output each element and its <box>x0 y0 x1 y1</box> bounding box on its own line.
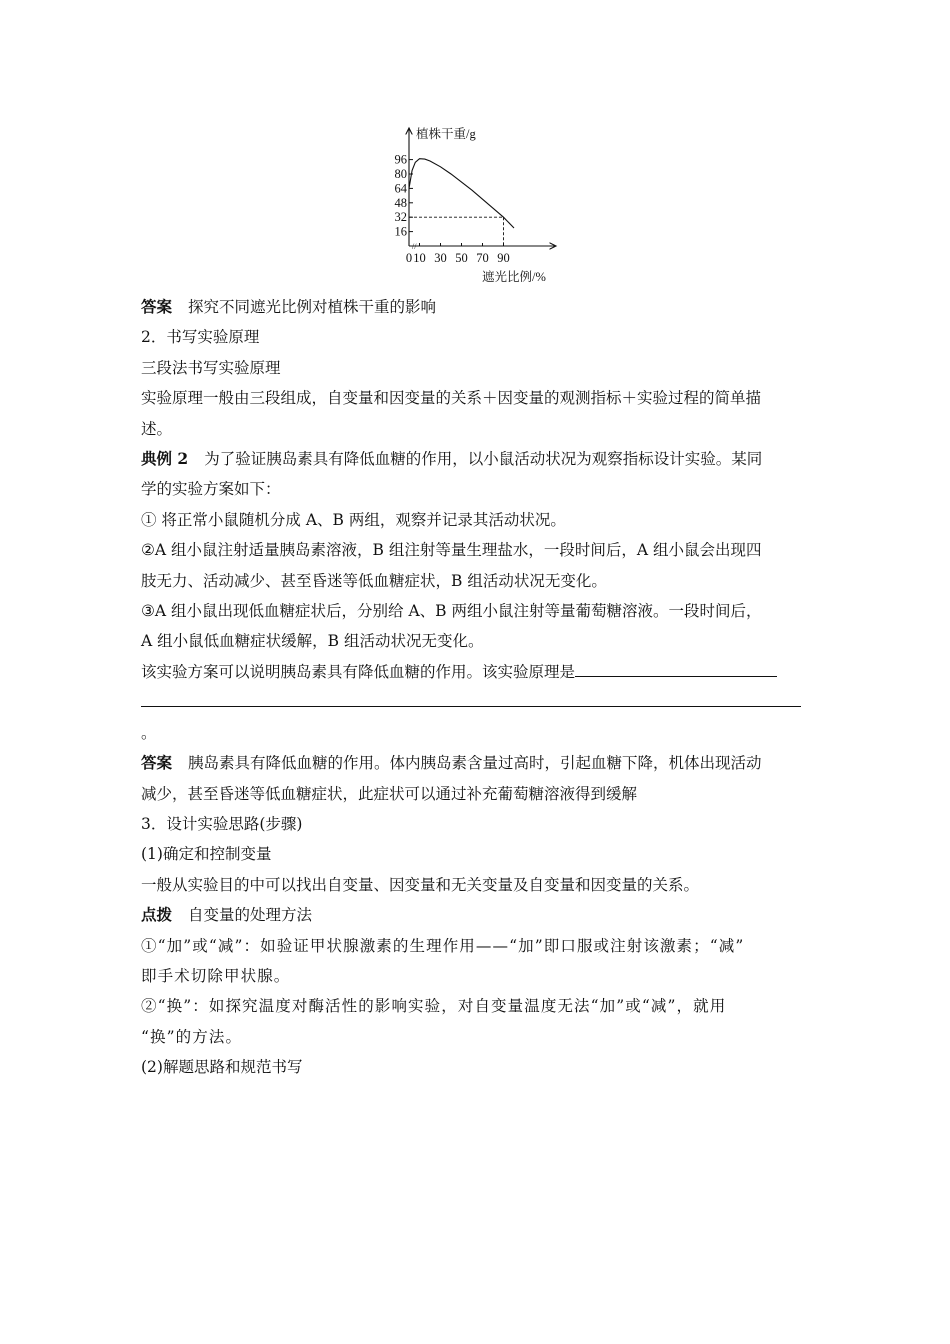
answer-2-line-2: 减少，甚至昏迷等低血糖症状，此症状可以通过补充葡萄糖溶液得到缓解 <box>141 784 638 803</box>
example-2-step-2-line-2: 肢无力、活动减少、甚至昏迷等低血糖症状，B 组活动状况无变化。 <box>141 571 607 590</box>
section-3-subheading-2: (2)解题思路和规范书写 <box>141 1058 303 1077</box>
example-2-line-2: 学的实验方案如下： <box>141 480 281 499</box>
example-2-question <box>141 657 823 687</box>
section-2-paragraph-line-2: 述。 <box>141 419 173 438</box>
y-tick-label: 96 <box>394 152 407 167</box>
answer-text: 胰岛素具有降低血糖的作用。体内胰岛素含量过高时，引起血糖下降，机体出现活动 <box>188 754 762 773</box>
example-label: 典例 2 <box>141 449 189 469</box>
y-tick-label: 80 <box>394 167 407 181</box>
y-tick-label: 64 <box>394 181 407 196</box>
shading-dry-weight-chart <box>378 118 588 290</box>
x-tick-label: 50 <box>455 251 468 265</box>
example-2-blank-line <box>141 687 823 717</box>
question-text: 该实验方案可以说明胰岛素具有降低血糖的作用。该实验原理是 <box>141 662 576 681</box>
section-3-heading: 3．设计实验思路(步骤) <box>141 814 303 833</box>
section-3-subheading-1: (1)确定和控制变量 <box>141 845 272 864</box>
axis-break-marker: // <box>412 242 417 251</box>
answer-2-line-1 <box>141 748 823 778</box>
x-tick-label: 30 <box>434 251 447 265</box>
tip-1-line-2: 即手术切除甲状腺。 <box>141 966 291 985</box>
example-2-step-2-line-1: ②A 组小鼠注射适量胰岛素溶液，B 组注射等量生理盐水，一段时间后，A 组小鼠会出现四 <box>141 541 762 560</box>
section-2-paragraph-line-1: 实验原理一般由三段组成，自变量和因变量的关系＋因变量的观测指标＋实验过程的简单描 <box>141 389 762 408</box>
x-tick-label: 90 <box>497 251 510 265</box>
tip-2-line-2: “换”的方法。 <box>141 1027 243 1046</box>
x-tick-label: 10 <box>413 251 426 265</box>
answer-label: 答案 <box>141 753 173 773</box>
x-axis-label: 遮光比例/% <box>482 270 546 284</box>
y-axis-label: 植株干重/g <box>416 127 476 141</box>
tip-label: 点拨 <box>141 905 173 925</box>
answer-text: 探究不同遮光比例对植株干重的影响 <box>188 298 437 316</box>
section-3-paragraph: 一般从实验目的中可以找出自变量、因变量和无关变量及自变量和因变量的关系。 <box>141 875 700 894</box>
answer-blank-1[interactable] <box>575 658 777 677</box>
tip-heading <box>141 900 823 930</box>
tip-1-line-1: ①“加”或“减”：如验证甲状腺激素的生理作用——“加”即口服或注射该激素；“减” <box>141 936 745 955</box>
example-2-line-1 <box>141 444 823 474</box>
section-2-heading: 2．书写实验原理 <box>141 328 260 347</box>
example-2-step-1: ① 将正常小鼠随机分成 A、B 两组，观察并记录其活动状况。 <box>141 510 566 529</box>
example-text: 为了验证胰岛素具有降低血糖的作用，以小鼠活动状况为观察指标设计实验。某同 <box>204 450 763 469</box>
example-2-step-3-line-1: ③A 组小鼠出现低血糖症状后，分别给 A、B 两组小鼠注射等量葡萄糖溶液。一段时间后， <box>141 602 762 621</box>
example-2-step-3-line-2: A 组小鼠低血糖症状缓解，B 组活动状况无变化。 <box>141 632 484 651</box>
x-tick-label: 70 <box>476 251 489 265</box>
x-tick-label: 0 <box>405 251 413 265</box>
answer-1 <box>141 292 823 322</box>
tip-text: 自变量的处理方法 <box>188 906 313 925</box>
y-tick-label: 16 <box>394 224 407 239</box>
section-2-subheading: 三段法书写实验原理 <box>141 358 281 377</box>
y-tick-label: 48 <box>394 195 407 210</box>
answer-blank-2[interactable] <box>141 688 801 707</box>
answer-label: 答案 <box>141 297 173 316</box>
document-body <box>141 292 823 1083</box>
y-tick-label: 32 <box>394 210 407 225</box>
tip-2-line-1: ②“换”：如探究温度对酶活性的影响实验，对自变量温度无法“加”或“减”，就用 <box>141 997 727 1016</box>
example-2-end-mark: 。 <box>141 723 157 742</box>
